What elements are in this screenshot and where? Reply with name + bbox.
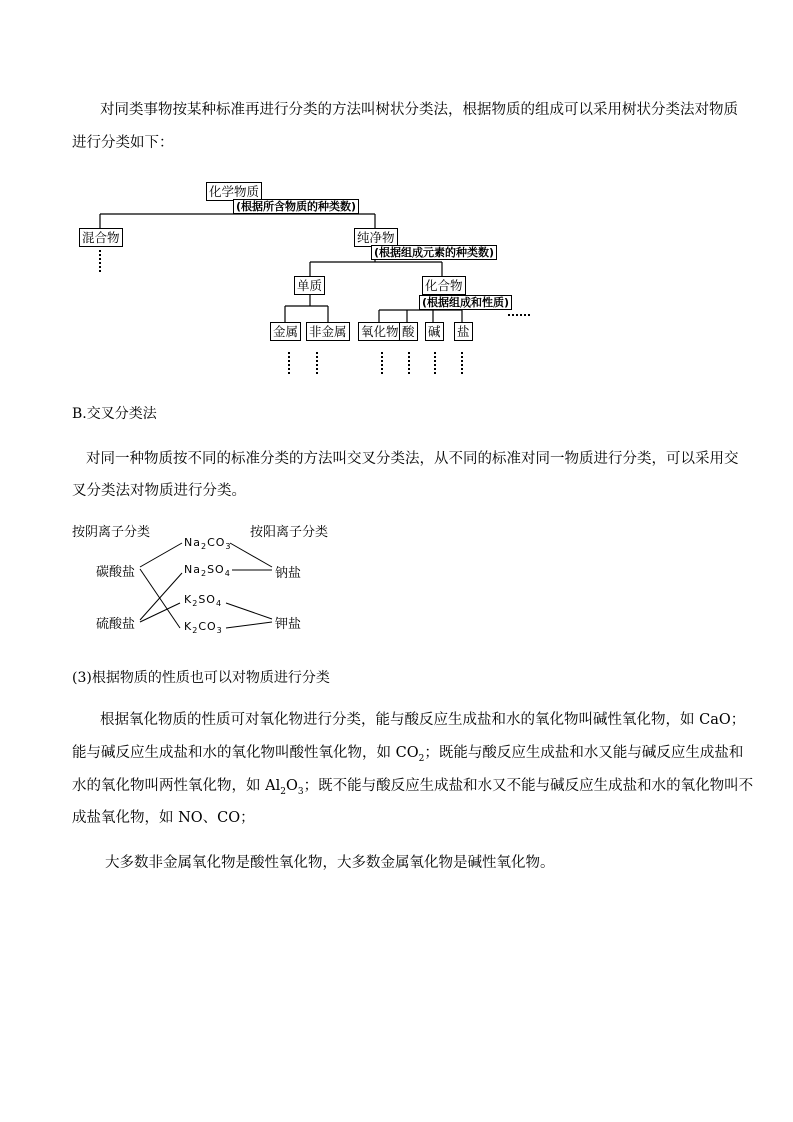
tree-node-oxide: 氧化物 xyxy=(358,322,402,341)
section-3-para-line-3: 水的氧化物叫两性氧化物，如 $Al_2O_3$；既不能与酸反应生成盐和水又不能与碱反应生成盐和水的氧化物叫不 xyxy=(72,778,754,797)
tree-note-substance-types: (根据所含物质的种类数) xyxy=(233,199,359,214)
formula-na2so4: $Na_2SO_4$ xyxy=(184,563,231,579)
tree-node-acid: 酸 xyxy=(399,322,418,341)
tree-node-element: 单质 xyxy=(294,276,325,295)
tree-node-pure-substance: 纯净物 xyxy=(354,228,398,247)
formula-k2co3: $K_2CO_3$ xyxy=(184,620,223,636)
tree-note-element-types: (根据组成元素的种类数) xyxy=(371,245,497,260)
section-3-para-line-1: 根据氧化物质的性质可对氧化物进行分类，能与酸反应生成盐和水的氧化物叫碱性氧化物，如 CaO； xyxy=(100,712,746,728)
tree-node-salt: 盐 xyxy=(454,322,473,341)
tree-node-metal: 金属 xyxy=(270,322,301,341)
tree-node-mixture: 混合物 xyxy=(79,228,123,247)
tree-node-chemical-substance: 化学物质 xyxy=(206,182,262,201)
potassium-salt-label: 钾盐 xyxy=(275,617,302,632)
formula-k2so4: $K_2SO_4$ xyxy=(184,593,223,609)
tree-node-compound: 化合物 xyxy=(422,276,466,295)
section-3-para-line-2: 能与碱反应生成盐和水的氧化物叫酸性氧化物，如 $CO_2$；既能与酸反应生成盐和水又能与碱反应生成盐和 xyxy=(72,745,744,764)
intro-line-1: 对同类事物按某种标准再进行分类的方法叫树状分类法，根据物质的组成可以采用树状分类法对物质 xyxy=(100,102,738,118)
intro-line-2: 进行分类如下： xyxy=(72,135,174,151)
tree-node-base: 碱 xyxy=(425,322,444,341)
section-b-heading: B.交叉分类法 xyxy=(72,406,157,422)
carbonate-label: 碳酸盐 xyxy=(96,565,136,580)
sulfate-label: 硫酸盐 xyxy=(96,617,136,632)
section-b-line-1: 对同一种物质按不同的标准分类的方法叫交叉分类法，从不同的标准对同一物质进行分类，可以采用交 xyxy=(86,451,739,467)
tree-note-composition-properties: (根据组成和性质) xyxy=(419,295,512,310)
tree-node-nonmetal: 非金属 xyxy=(306,322,350,341)
section-3-heading: (3)根据物质的性质也可以对物质进行分类 xyxy=(72,670,330,686)
anion-classification-title: 按阴离子分类 xyxy=(72,525,151,540)
formula-na2co3: $Na_2CO_3$ xyxy=(184,536,232,552)
section-3-para-2: 大多数非金属氧化物是酸性氧化物，大多数金属氧化物是碱性氧化物。 xyxy=(105,855,555,871)
sodium-salt-label: 钠盐 xyxy=(275,566,302,581)
cation-classification-title: 按阳离子分类 xyxy=(250,525,329,540)
section-b-line-2: 叉分类法对物质进行分类。 xyxy=(72,483,246,499)
section-3-para-line-4: 成盐氧化物，如 NO、CO； xyxy=(72,810,255,826)
